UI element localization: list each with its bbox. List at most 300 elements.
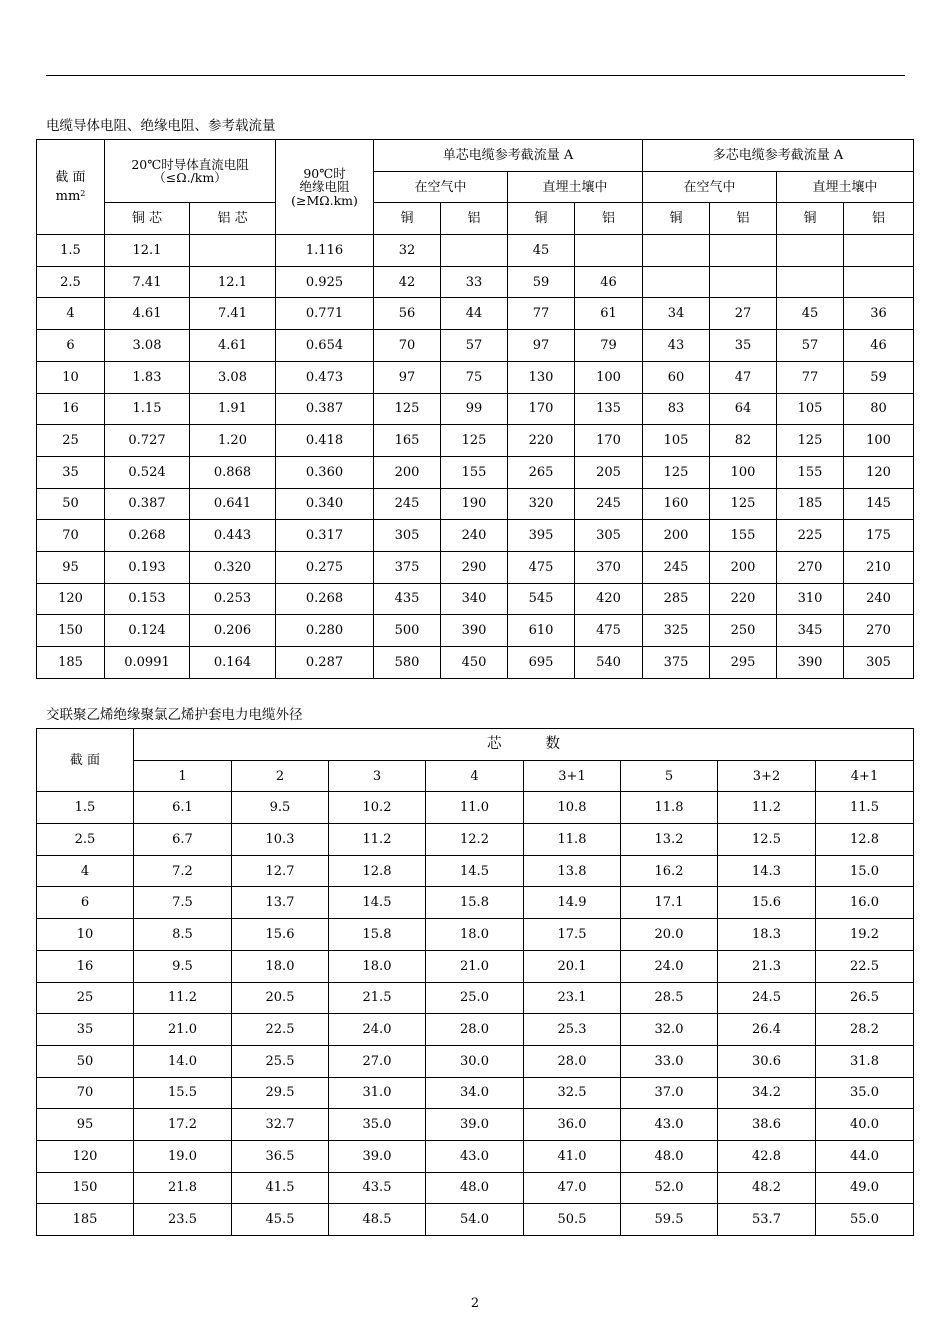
data-cell: 190 [441, 488, 508, 520]
data-cell: 265 [508, 456, 575, 488]
data-cell: 160 [643, 488, 710, 520]
section-cell: 10 [37, 361, 105, 393]
data-cell: 14.0 [134, 1045, 232, 1077]
data-cell: 14.5 [426, 855, 524, 887]
data-cell: 305 [575, 520, 643, 552]
data-cell: 475 [575, 615, 643, 647]
data-cell: 47 [710, 361, 777, 393]
data-cell [777, 266, 844, 298]
section-cell: 6 [37, 330, 105, 362]
table-row [37, 393, 914, 425]
table2-caption: 交联聚乙烯绝缘聚氯乙烯护套电力电缆外径 [46, 707, 303, 723]
data-cell: 28.2 [816, 1014, 914, 1046]
data-cell: 450 [441, 647, 508, 679]
table-row [37, 982, 914, 1014]
table2-body [37, 792, 914, 1236]
single-in-soil-header: 直埋土壤中 [508, 171, 643, 203]
data-cell: 0.320 [190, 551, 276, 583]
data-cell: 33.0 [621, 1045, 718, 1077]
data-cell: 59 [508, 266, 575, 298]
data-cell: 175 [844, 520, 914, 552]
data-cell: 41.5 [232, 1172, 329, 1204]
table-row [37, 298, 914, 330]
data-cell: 44.0 [816, 1140, 914, 1172]
data-cell: 26.5 [816, 982, 914, 1014]
section-unit-text: mm [55, 189, 81, 205]
data-cell: 32.7 [232, 1109, 329, 1141]
data-cell: 55.0 [816, 1204, 914, 1236]
data-cell: 17.5 [524, 919, 621, 951]
data-cell: 30.0 [426, 1045, 524, 1077]
data-cell: 52.0 [621, 1172, 718, 1204]
data-cell: 0.654 [276, 330, 374, 362]
data-cell: 0.641 [190, 488, 276, 520]
section-cell: 185 [37, 1204, 134, 1236]
data-cell: 0.340 [276, 488, 374, 520]
data-cell: 77 [777, 361, 844, 393]
data-cell: 39.0 [426, 1109, 524, 1141]
data-cell: 1.15 [105, 393, 190, 425]
data-cell: 43.0 [426, 1140, 524, 1172]
data-cell: 32.5 [524, 1077, 621, 1109]
section-label: 截 面 [55, 170, 86, 186]
data-cell: 14.3 [718, 855, 816, 887]
data-cell: 0.443 [190, 520, 276, 552]
data-cell: 0.206 [190, 615, 276, 647]
data-cell: 225 [777, 520, 844, 552]
data-cell: 11.2 [134, 982, 232, 1014]
data-cell: 11.5 [816, 792, 914, 824]
data-cell: 40.0 [816, 1109, 914, 1141]
data-cell: 21.8 [134, 1172, 232, 1204]
data-cell: 0.473 [276, 361, 374, 393]
table-row [37, 520, 914, 552]
core-count-header: 3 [329, 760, 426, 792]
data-cell: 250 [710, 615, 777, 647]
data-cell: 34.0 [426, 1077, 524, 1109]
data-cell: 26.4 [718, 1014, 816, 1046]
data-cell: 41.0 [524, 1140, 621, 1172]
data-cell: 545 [508, 583, 575, 615]
section-cell: 50 [37, 488, 105, 520]
table-row [37, 235, 914, 267]
data-cell: 11.8 [621, 792, 718, 824]
data-cell: 9.5 [232, 792, 329, 824]
insulation-resistance-header [276, 140, 374, 235]
data-cell: 36 [844, 298, 914, 330]
core-count-header: 3+1 [524, 760, 621, 792]
data-cell: 17.2 [134, 1109, 232, 1141]
table-row [37, 361, 914, 393]
data-cell: 46 [575, 266, 643, 298]
data-cell: 1.116 [276, 235, 374, 267]
data-cell: 59.5 [621, 1204, 718, 1236]
section-cell: 1.5 [37, 792, 134, 824]
table-row [37, 583, 914, 615]
data-cell: 695 [508, 647, 575, 679]
data-cell: 0.268 [276, 583, 374, 615]
data-cell: 43.0 [621, 1109, 718, 1141]
single-core-header: 单芯电缆参考截流量 A [374, 140, 643, 172]
data-cell: 34 [643, 298, 710, 330]
data-cell: 120 [844, 456, 914, 488]
table-row [37, 855, 914, 887]
table1-body [37, 235, 914, 679]
data-cell: 125 [643, 456, 710, 488]
section-cell: 150 [37, 615, 105, 647]
table-row [37, 425, 914, 457]
section-cell: 4 [37, 298, 105, 330]
data-cell: 500 [374, 615, 441, 647]
table-row [37, 919, 914, 951]
data-cell: 82 [710, 425, 777, 457]
data-cell: 100 [844, 425, 914, 457]
insulation-line2: 绝缘电阻 [299, 179, 350, 195]
header-rule [46, 75, 905, 76]
data-cell: 155 [710, 520, 777, 552]
data-cell: 1.83 [105, 361, 190, 393]
data-cell: 0.268 [105, 520, 190, 552]
data-cell: 375 [643, 647, 710, 679]
data-cell: 21.0 [134, 1014, 232, 1046]
data-cell: 240 [844, 583, 914, 615]
data-cell: 240 [441, 520, 508, 552]
core-count-header: 4+1 [816, 760, 914, 792]
table-row [37, 615, 914, 647]
section-cell: 6 [37, 887, 134, 919]
data-cell: 22.5 [816, 950, 914, 982]
section-cell: 120 [37, 583, 105, 615]
section-cell: 10 [37, 919, 134, 951]
core-count-row [37, 760, 914, 792]
data-cell: 21.5 [329, 982, 426, 1014]
data-cell: 7.2 [134, 855, 232, 887]
data-cell: 580 [374, 647, 441, 679]
data-cell: 57 [441, 330, 508, 362]
data-cell [643, 266, 710, 298]
section-unit [37, 189, 104, 204]
data-cell: 0.287 [276, 647, 374, 679]
data-cell: 205 [575, 456, 643, 488]
table-row [37, 551, 914, 583]
data-cell: 390 [777, 647, 844, 679]
data-cell: 24.5 [718, 982, 816, 1014]
data-cell: 33 [441, 266, 508, 298]
section-cell: 2.5 [37, 824, 134, 856]
multi-core-header: 多芯电缆参考截流量 A [643, 140, 914, 172]
core-count-header: 3+2 [718, 760, 816, 792]
data-cell: 27 [710, 298, 777, 330]
data-cell [844, 266, 914, 298]
data-cell: 0.771 [276, 298, 374, 330]
data-cell: 12.2 [426, 824, 524, 856]
data-cell: 45 [508, 235, 575, 267]
data-cell: 10.3 [232, 824, 329, 856]
data-cell: 0.124 [105, 615, 190, 647]
data-cell: 32 [374, 235, 441, 267]
dc-resistance-line1: 20℃时导体直流电阻 [131, 156, 249, 172]
cores-word1: 芯 [487, 735, 502, 752]
data-cell: 540 [575, 647, 643, 679]
data-cell: 28.5 [621, 982, 718, 1014]
data-cell: 12.8 [329, 855, 426, 887]
data-cell: 100 [575, 361, 643, 393]
data-cell: 290 [441, 551, 508, 583]
data-cell: 245 [374, 488, 441, 520]
data-cell: 12.1 [190, 266, 276, 298]
data-cell: 48.5 [329, 1204, 426, 1236]
data-cell: 105 [643, 425, 710, 457]
data-cell: 210 [844, 551, 914, 583]
data-cell: 220 [710, 583, 777, 615]
data-cell: 35.0 [329, 1109, 426, 1141]
data-cell: 200 [710, 551, 777, 583]
data-cell: 36.5 [232, 1140, 329, 1172]
data-cell: 4.61 [105, 298, 190, 330]
section-cell: 35 [37, 456, 105, 488]
data-cell: 48.2 [718, 1172, 816, 1204]
multi-in-air-header: 在空气中 [643, 171, 777, 203]
aluminum-header: 铝 [441, 203, 508, 235]
data-cell: 295 [710, 647, 777, 679]
data-cell: 305 [844, 647, 914, 679]
data-cell: 245 [643, 551, 710, 583]
data-cell: 25.0 [426, 982, 524, 1014]
copper-header: 铜 [643, 203, 710, 235]
aluminum-header: 铝 [575, 203, 643, 235]
data-cell: 29.5 [232, 1077, 329, 1109]
data-cell: 0.317 [276, 520, 374, 552]
data-cell: 0.925 [276, 266, 374, 298]
data-cell: 64 [710, 393, 777, 425]
data-cell: 135 [575, 393, 643, 425]
section-cell: 16 [37, 393, 105, 425]
table-row [37, 1045, 914, 1077]
single-in-air-header: 在空气中 [374, 171, 508, 203]
data-cell: 19.2 [816, 919, 914, 951]
data-cell: 34.2 [718, 1077, 816, 1109]
table-row [37, 1109, 914, 1141]
data-cell: 105 [777, 393, 844, 425]
data-cell: 270 [844, 615, 914, 647]
section-header [37, 140, 105, 235]
multi-in-soil-header: 直埋土壤中 [777, 171, 914, 203]
table-row [37, 456, 914, 488]
data-cell: 18.0 [426, 919, 524, 951]
data-cell: 36.0 [524, 1109, 621, 1141]
core-count-header: 4 [426, 760, 524, 792]
data-cell: 8.5 [134, 919, 232, 951]
data-cell: 15.0 [816, 855, 914, 887]
data-cell: 0.727 [105, 425, 190, 457]
data-cell: 14.5 [329, 887, 426, 919]
table-row [37, 1204, 914, 1236]
data-cell: 12.7 [232, 855, 329, 887]
core-count-header: 2 [232, 760, 329, 792]
data-cell: 21.0 [426, 950, 524, 982]
data-cell: 27.0 [329, 1045, 426, 1077]
data-cell: 18.0 [232, 950, 329, 982]
data-cell: 305 [374, 520, 441, 552]
data-cell: 15.6 [718, 887, 816, 919]
data-cell: 285 [643, 583, 710, 615]
data-cell: 31.8 [816, 1045, 914, 1077]
data-cell: 220 [508, 425, 575, 457]
data-cell: 43.5 [329, 1172, 426, 1204]
data-cell: 0.253 [190, 583, 276, 615]
data-cell: 45 [777, 298, 844, 330]
data-cell: 370 [575, 551, 643, 583]
data-cell: 12.1 [105, 235, 190, 267]
data-cell: 97 [508, 330, 575, 362]
data-cell: 7.5 [134, 887, 232, 919]
data-cell: 60 [643, 361, 710, 393]
table-row [37, 647, 914, 679]
data-cell: 4.61 [190, 330, 276, 362]
aluminum-core-header: 铝 芯 [190, 203, 276, 235]
data-cell: 39.0 [329, 1140, 426, 1172]
data-cell: 48.0 [426, 1172, 524, 1204]
data-cell: 61 [575, 298, 643, 330]
data-cell: 42 [374, 266, 441, 298]
data-cell: 325 [643, 615, 710, 647]
data-cell: 99 [441, 393, 508, 425]
section-cell: 150 [37, 1172, 134, 1204]
data-cell: 390 [441, 615, 508, 647]
data-cell: 0.0991 [105, 647, 190, 679]
data-cell: 47.0 [524, 1172, 621, 1204]
data-cell: 19.0 [134, 1140, 232, 1172]
table-row [37, 1172, 914, 1204]
data-cell: 0.868 [190, 456, 276, 488]
table-row [37, 1077, 914, 1109]
data-cell: 35 [710, 330, 777, 362]
data-cell: 420 [575, 583, 643, 615]
section-cell: 95 [37, 1109, 134, 1141]
data-cell: 320 [508, 488, 575, 520]
data-cell: 395 [508, 520, 575, 552]
data-cell: 46 [844, 330, 914, 362]
data-cell: 57 [777, 330, 844, 362]
table-row [37, 330, 914, 362]
data-cell: 12.8 [816, 824, 914, 856]
data-cell: 15.8 [426, 887, 524, 919]
data-cell: 31.0 [329, 1077, 426, 1109]
data-cell: 77 [508, 298, 575, 330]
core-count-header: 1 [134, 760, 232, 792]
data-cell: 1.91 [190, 393, 276, 425]
data-cell: 0.524 [105, 456, 190, 488]
data-cell: 6.7 [134, 824, 232, 856]
data-cell: 13.2 [621, 824, 718, 856]
section-cell: 25 [37, 982, 134, 1014]
data-cell: 20.1 [524, 950, 621, 982]
data-cell: 16.0 [816, 887, 914, 919]
data-cell: 43 [643, 330, 710, 362]
data-cell: 11.2 [718, 792, 816, 824]
data-cell: 15.5 [134, 1077, 232, 1109]
data-cell: 170 [575, 425, 643, 457]
data-cell: 125 [710, 488, 777, 520]
data-cell: 125 [374, 393, 441, 425]
data-cell: 54.0 [426, 1204, 524, 1236]
data-cell: 79 [575, 330, 643, 362]
data-cell: 0.280 [276, 615, 374, 647]
data-cell: 44 [441, 298, 508, 330]
data-cell: 7.41 [190, 298, 276, 330]
data-cell: 155 [777, 456, 844, 488]
data-cell [710, 235, 777, 267]
data-cell: 14.9 [524, 887, 621, 919]
data-cell: 3.08 [190, 361, 276, 393]
data-cell: 435 [374, 583, 441, 615]
cores-word2: 数 [545, 735, 560, 752]
section-cell: 25 [37, 425, 105, 457]
data-cell: 17.1 [621, 887, 718, 919]
table-row [37, 266, 914, 298]
data-cell: 155 [441, 456, 508, 488]
data-cell: 7.41 [105, 266, 190, 298]
data-cell: 80 [844, 393, 914, 425]
data-cell: 37.0 [621, 1077, 718, 1109]
data-cell: 185 [777, 488, 844, 520]
data-cell: 70 [374, 330, 441, 362]
data-cell: 270 [777, 551, 844, 583]
section-cell: 50 [37, 1045, 134, 1077]
section-cell: 95 [37, 551, 105, 583]
data-cell: 245 [575, 488, 643, 520]
data-cell: 11.2 [329, 824, 426, 856]
data-cell: 38.6 [718, 1109, 816, 1141]
data-cell: 48.0 [621, 1140, 718, 1172]
data-cell: 0.418 [276, 425, 374, 457]
section-cell: 4 [37, 855, 134, 887]
data-cell: 20.0 [621, 919, 718, 951]
data-cell [643, 235, 710, 267]
data-cell: 6.1 [134, 792, 232, 824]
data-cell: 145 [844, 488, 914, 520]
data-cell: 125 [441, 425, 508, 457]
data-cell: 310 [777, 583, 844, 615]
data-cell: 21.3 [718, 950, 816, 982]
data-cell: 10.2 [329, 792, 426, 824]
data-cell: 12.5 [718, 824, 816, 856]
data-cell: 15.6 [232, 919, 329, 951]
dc-resistance-header [105, 140, 276, 203]
data-cell: 610 [508, 615, 575, 647]
cable-outer-diameter-table [36, 728, 914, 1236]
data-cell: 23.5 [134, 1204, 232, 1236]
aluminum-header: 铝 [844, 203, 914, 235]
data-cell: 50.5 [524, 1204, 621, 1236]
data-cell: 16.2 [621, 855, 718, 887]
copper-header: 铜 [777, 203, 844, 235]
data-cell: 45.5 [232, 1204, 329, 1236]
data-cell: 0.387 [276, 393, 374, 425]
copper-header: 铜 [508, 203, 575, 235]
table-row [37, 792, 914, 824]
table-row [37, 887, 914, 919]
data-cell: 97 [374, 361, 441, 393]
data-cell: 0.193 [105, 551, 190, 583]
section-cell: 2.5 [37, 266, 105, 298]
data-cell: 35.0 [816, 1077, 914, 1109]
data-cell: 32.0 [621, 1014, 718, 1046]
section-unit-sup: 2 [80, 189, 86, 199]
core-count-header: 5 [621, 760, 718, 792]
table-row [37, 1014, 914, 1046]
data-cell: 11.8 [524, 824, 621, 856]
